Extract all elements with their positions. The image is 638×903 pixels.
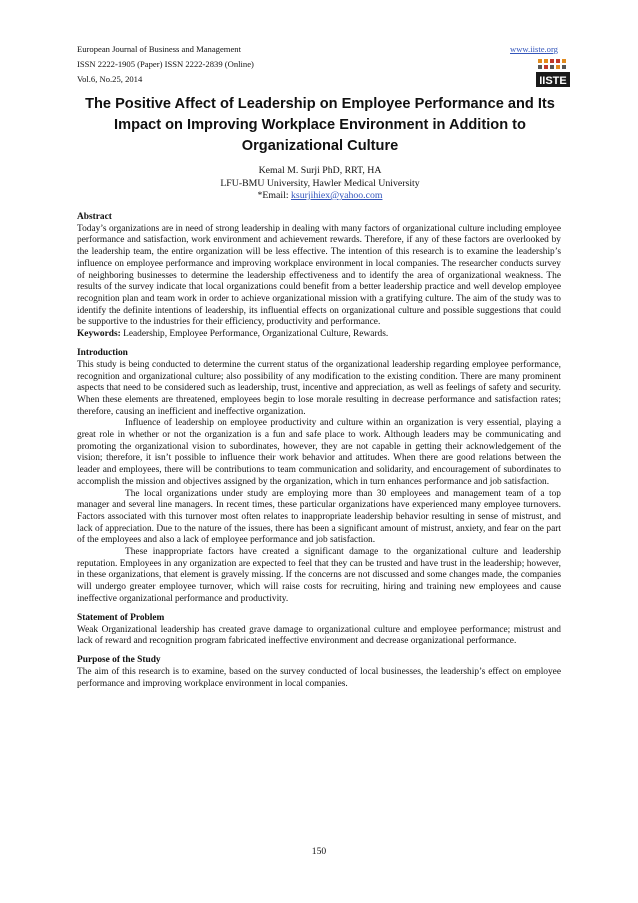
abstract-heading: Abstract bbox=[77, 212, 112, 222]
author-affiliation: LFU-BMU University, Hawler Medical University bbox=[220, 177, 420, 189]
logo-dot-gray-2 bbox=[550, 65, 554, 69]
page-number: 150 bbox=[311, 846, 327, 857]
author-email-line bbox=[70, 190, 570, 203]
logo-dot-gray-1 bbox=[538, 65, 542, 69]
logo-dot-red-3 bbox=[544, 65, 548, 69]
logo-dot-orange-3 bbox=[562, 59, 566, 63]
introduction-heading: Introduction bbox=[77, 348, 128, 359]
problem-heading: Statement of Problem bbox=[77, 612, 165, 623]
keywords-label: Keywords: bbox=[77, 329, 121, 340]
keywords-line bbox=[77, 329, 561, 341]
introduction-paragraph-2: Influence of leadership on employee productivity and culture within an organization is very essential, playing a great role in whether or not the organization is a fun and safe place to work. Although leaders may be communicating and promoting the organizational vision to subordinates, however, they are not capable in getting their acknowledgement of the vision; therefore, it isn’t possible to influence their work behavior and attitudes. When there are good relations between the leader and employees, there will be contributions to team communication and solidarity, and encouragement of subordinates to accomplish the mission and objectives assigned by the organization, which in turn enhances performance and job satisfaction. bbox=[77, 418, 561, 487]
logo-dot-orange-1 bbox=[538, 59, 542, 63]
logo-dot-red-2 bbox=[556, 59, 560, 63]
introduction-paragraph-1: This study is being conducted to determine the current status of the organizational leadership regarding employee performance, recognition and organizational culture; also possibility of any modification to the existing condition. There are many prominent aspects that need to be considered such as leadership, trust, incentive and appreciation, as well as feelings of safety and security. When these elements are threatened, employees begin to lose morale resulting in decrease performance and satisfaction rates; therefore, causing an inefficient and ineffective organization. bbox=[77, 359, 561, 417]
logo-dot-orange-2 bbox=[544, 59, 548, 63]
article-body bbox=[77, 212, 561, 691]
journal-url-link[interactable]: www.iiste.org bbox=[510, 44, 558, 54]
email-label: *Email: bbox=[257, 190, 291, 201]
logo-text: IISTE bbox=[539, 75, 567, 87]
keywords-list: Leadership, Employee Performance, Organizational Culture, Rewards. bbox=[120, 329, 389, 340]
iiste-logo bbox=[534, 58, 574, 94]
volume-line: Vol.6, No.25, 2014 bbox=[77, 74, 143, 84]
abstract-text: Today’s organizations are in need of strong leadership in dealing with many factors of organizational culture including employee performance and satisfaction, work environment and achievement rewards. Therefore, if any of these factors are overlooked by the leadership team, the entire organization will be less effective. The intention of this research is to examine the leadership’s influence on employee performance and improving workplace environment in local companies. The researcher conducts survey of neighboring businesses to determine the leadership effectiveness and to identify the area of organizational weakness. The results of the survey indicate that local organizations could benefit from a better leadership practice and well develop employee recognition plan and team work in order to achieve organizational mission with a gratifying culture. The aim of the study was to identify the definite intentions of leadership, its influential effects on organizational culture and possible suggestions that could be supportive to the industries for their efficiency, productivity and performance. bbox=[77, 223, 561, 328]
author-email-link[interactable]: ksurjihiex@yahoo.com bbox=[291, 190, 383, 201]
introduction-paragraph-4: These inappropriate factors have created a significant damage to the organizational culture and leadership reputation. Employees in any organization are expected to feel that they can be trusted and have trust in the leadership; however, in these organizations, that element is gravely missing. If the concerns are not discussed and some changes made, the companies will undergo greater employee turnover, which will raise costs for recruiting, hiring and training new employees and cause ineffective organizational performance and productivity. bbox=[77, 547, 561, 604]
paper-title: The Positive Affect of Leadership on Employee Performance and Its Impact on Improving Workplace Environment in Addition to Organizational Culture bbox=[85, 96, 555, 154]
problem-text: Weak Organizational leadership has created grave damage to organizational culture and employee performance; mistrust and lack of reward and recognition program fabricated ineffective environment and decrease organizational performance. bbox=[77, 624, 561, 647]
logo-dot-red-1 bbox=[550, 59, 554, 63]
author-block bbox=[70, 165, 570, 203]
logo-dot-gray-3 bbox=[562, 65, 566, 69]
logo-dot-orange-4 bbox=[556, 65, 560, 69]
introduction-paragraph-3: The local organizations under study are employing more than 30 employees and management team of a top manager and several line managers. In recent times, these particular organizations have experienced many employee turnovers. Factors associated with this turnover most often relates to inappropriate leadership behavior resulting in sense of mistrust, and lack of appreciation. Due to the nature of the issues, there has been a significant amount of mistrust, anxiety, and fear on the part of the employees and also a lack of employee performance and job satisfaction. bbox=[77, 488, 561, 546]
purpose-heading: Purpose of the Study bbox=[77, 655, 161, 666]
journal-name: European Journal of Business and Management bbox=[77, 44, 241, 54]
author-name: Kemal M. Surji PhD, RRT, HA bbox=[258, 165, 382, 176]
issn-line: ISSN 2222-1905 (Paper) ISSN 2222-2839 (Online) bbox=[77, 59, 254, 69]
purpose-text: The aim of this research is to examine, based on the survey conducted of local businesses, the leadership’s effect on employee performance and improving workplace environment in local companies. bbox=[77, 667, 561, 689]
